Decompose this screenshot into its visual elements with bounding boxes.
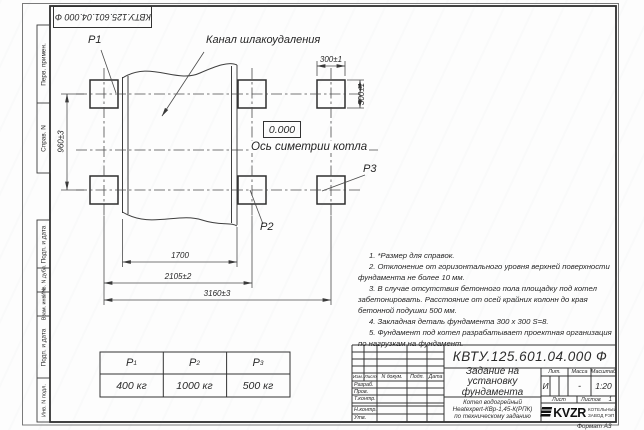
tb-product-line-3: по техническому заданию xyxy=(454,413,531,420)
tb-doc-number: КВТУ.125.601.04.000 Ф xyxy=(452,349,608,364)
tb-lit-label: Лит. xyxy=(548,369,561,375)
tb-row-tkontr: Т.контр. xyxy=(354,396,376,402)
strip-label-podp-data-2: Подп. и дата xyxy=(40,328,47,366)
tb-product-line-1: Котел водогрейный xyxy=(463,399,522,406)
strip-label-vzam-inv: Взам. инв. N xyxy=(40,288,47,320)
dim-300-right: 300±1 xyxy=(356,82,366,106)
tb-sheet-label: Лист xyxy=(552,396,566,403)
p-subscript: 2 xyxy=(196,359,200,367)
axis-of-symmetry-label: Ось симетрии котла xyxy=(251,141,368,153)
p-symbol: P xyxy=(189,357,197,369)
elevation-mark-box xyxy=(263,121,301,138)
p-subscript: 1 xyxy=(133,359,137,367)
tb-logo-cell xyxy=(542,403,616,422)
strip-label-inv-podl: Инв. N подл. xyxy=(40,383,47,417)
note-item-2: 2. Отклонение от горизонтального уровня верхней поверхности фундамента не более 10 мм. xyxy=(358,261,610,282)
format-label: Формат А3 xyxy=(577,423,612,430)
tb-col-data: Дата xyxy=(428,374,443,380)
p-symbol: P xyxy=(126,357,134,369)
tb-scale-value: 1:20 xyxy=(595,381,612,391)
tb-row-utv: Утв. xyxy=(354,415,367,421)
pad-label-p2: P2 xyxy=(260,221,274,233)
strip-label-podp-data-1: Подп. и дата xyxy=(40,225,47,263)
logo-caption-line-1: КОТЕЛЬНЫЙ xyxy=(588,407,617,413)
note-item-4: 4. Закладная деталь фундамента 300 x 300 S=8. xyxy=(369,316,549,326)
tb-col-izm: Изм. xyxy=(352,374,364,380)
tb-product xyxy=(445,398,540,421)
note-item-1: 1. *Размер для справок. xyxy=(369,251,455,260)
load-table-header-p2 xyxy=(163,352,226,374)
kvzr-logo-caption xyxy=(588,407,617,418)
pad-label-p3: P3 xyxy=(363,163,377,175)
note-item-3: 3. В случае отсутствия бетонного пола площадку под котел забетонировать. Расстояние от осей крайних колонн до края бетонной подушки 500 мм. xyxy=(358,283,597,315)
load-table-value-p2: 1000 кг xyxy=(176,379,213,392)
tb-col-docnum: N докум. xyxy=(381,374,403,380)
logo-caption-line-2: ЗАВОД РЭП xyxy=(588,412,615,418)
elevation-value: 0.000 xyxy=(268,123,296,136)
pad-label-p1: P1 xyxy=(88,34,102,46)
tb-sheets-label: Листов xyxy=(581,396,601,403)
tb-lit-value: И xyxy=(542,381,549,391)
p-symbol: P xyxy=(252,357,260,369)
strip-label-perv-primen: Перв. примен. xyxy=(40,42,47,86)
dim-3160: 3160±3 xyxy=(203,288,231,298)
kvzr-logo-text: KVZR xyxy=(553,405,587,420)
tb-col-list: Лист xyxy=(364,374,377,380)
dim-960: 960±3 xyxy=(56,130,66,153)
strip-label-inv-dubl: Инв. N дубл. xyxy=(40,264,47,296)
tb-row-prov: Пров. xyxy=(354,388,369,395)
tb-scale-label: Масштаб xyxy=(591,369,616,375)
dim-300-top: 300±1 xyxy=(319,54,343,64)
tb-sheets-value: 1 xyxy=(608,396,612,403)
strip-label-sprav-n: Справ. N xyxy=(40,124,47,152)
load-table-value-p1: 400 кг xyxy=(116,379,147,392)
tb-sheets-cell xyxy=(577,396,616,403)
note-item-5: 5. Фундамент под котел разрабатывает проектная организация по нагрузкам на фундамент. xyxy=(358,327,612,348)
tb-row-nkontr: Н.контр. xyxy=(354,407,377,413)
tb-mass-value: - xyxy=(578,381,581,391)
tb-row-razrab: Разраб. xyxy=(354,381,374,388)
load-table-header-p3 xyxy=(226,352,290,374)
channel-label: Канал шлакоудаления xyxy=(206,34,321,46)
tb-title: Задание на установку фундамента xyxy=(461,366,524,398)
dim-2105: 2105±2 xyxy=(164,271,192,281)
tb-col-podp: Подп. xyxy=(410,374,424,380)
kvzr-logo-icon xyxy=(540,407,552,418)
dim-1700: 1700 xyxy=(171,250,189,260)
load-table-value-p3: 500 кг xyxy=(242,379,274,392)
top-stamp-doc-number: КВТУ.125.601.04.000 Ф xyxy=(54,12,151,22)
p-subscript: 3 xyxy=(259,359,264,367)
tb-mass-label: Масса xyxy=(571,369,588,375)
tb-product-line-2: Heatexpert-КВр-1,45-К(РПК) xyxy=(452,406,533,413)
notes-block xyxy=(358,251,613,349)
load-table-header-p1 xyxy=(100,352,163,374)
top-stamp-box xyxy=(53,6,152,28)
